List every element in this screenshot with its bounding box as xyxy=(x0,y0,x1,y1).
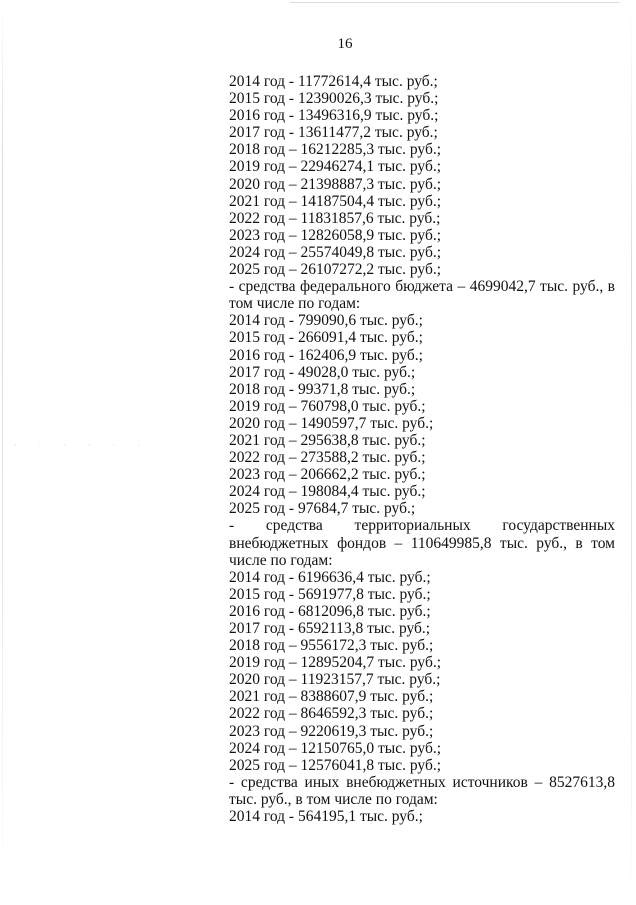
year-amount-line: 2018 год – 9556172,3 тыс. руб.; xyxy=(229,637,434,655)
year-amount-line: 2025 год – 12576041,8 тыс. руб.; xyxy=(229,756,442,774)
year-amount-line: 2025 год – 26107272,2 тыс. руб.; xyxy=(229,261,442,279)
page-number: 16 xyxy=(337,36,353,52)
year-amount-line: 2024 год – 25574049,8 тыс. руб.; xyxy=(229,243,442,261)
year-amount-line: 2022 год – 8646592,3 тыс. руб.; xyxy=(229,705,434,723)
year-amount-line: 2021 год – 8388607,9 тыс. руб.; xyxy=(229,688,434,706)
scan-artifact-right-edge xyxy=(631,0,632,905)
scan-artifact-top xyxy=(290,2,620,3)
scan-artifact-left-edge xyxy=(2,0,3,905)
year-amount-line: 2016 год - 6812096,8 тыс. руб.; xyxy=(229,602,431,620)
year-amount-line: 2014 год - 799090,6 тыс. руб.; xyxy=(229,312,423,330)
scan-artifact-dots: · · · · · · xyxy=(14,441,150,450)
year-amount-line: 2018 год – 16212285,3 тыс. руб.; xyxy=(229,141,442,159)
year-amount-line: 2024 год – 12150765,0 тыс. руб.; xyxy=(229,739,442,757)
year-amount-line: 2015 год - 5691977,8 тыс. руб.; xyxy=(229,585,431,603)
year-amount-line: 2020 год – 21398887,3 тыс. руб.; xyxy=(229,175,442,193)
funding-source-paragraph: - средства иных внебюджетных источников – 8527613,8 тыс. руб., в том числе по годам: xyxy=(229,773,615,808)
funding-source-paragraph: - средства федерального бюджета – 4699042,7 тыс. руб., в том числе по годам: xyxy=(229,278,615,313)
year-amount-line: 2021 год – 14187504,4 тыс. руб.; xyxy=(229,192,442,210)
document-body xyxy=(229,73,615,825)
year-amount-line: 2014 год - 564195,1 тыс. руб.; xyxy=(229,808,423,826)
year-amount-line: 2018 год - 99371,8 тыс. руб.; xyxy=(229,380,416,398)
year-amount-line: 2020 год – 1490597,7 тыс. руб.; xyxy=(229,414,434,432)
year-amount-line: 2023 год – 206662,2 тыс. руб.; xyxy=(229,466,426,484)
year-amount-line: 2025 год - 97684,7 тыс. руб.; xyxy=(229,500,416,518)
year-amount-line: 2020 год – 11923157,7 тыс. руб.; xyxy=(229,671,441,689)
funding-source-paragraph: - средства территориальных государственных внебюджетных фондов – 110649985,8 тыс. руб., в том числе по годам: xyxy=(229,517,615,569)
year-amount-line: 2014 год - 11772614,4 тыс. руб.; xyxy=(229,73,438,90)
year-amount-line: 2023 год – 12826058,9 тыс. руб.; xyxy=(229,226,442,244)
year-amount-line: 2014 год - 6196636,4 тыс. руб.; xyxy=(229,568,431,586)
year-amount-line: 2021 год – 295638,8 тыс. руб.; xyxy=(229,431,426,449)
year-amount-line: 2017 год - 49028,0 тыс. руб.; xyxy=(229,363,416,381)
year-amount-line: 2024 год – 198084,4 тыс. руб.; xyxy=(229,483,426,501)
year-amount-line: 2017 год - 13611477,2 тыс. руб.; xyxy=(229,124,438,142)
year-amount-line: 2019 год – 22946274,1 тыс. руб.; xyxy=(229,158,442,176)
year-amount-line: 2016 год - 13496316,9 тыс. руб.; xyxy=(229,107,439,125)
year-amount-line: 2015 год - 266091,4 тыс. руб.; xyxy=(229,329,423,347)
year-amount-line: 2016 год - 162406,9 тыс. руб.; xyxy=(229,346,423,364)
year-amount-line: 2019 год – 12895204,7 тыс. руб.; xyxy=(229,654,442,672)
year-amount-line: 2017 год - 6592113,8 тыс. руб.; xyxy=(229,620,431,637)
year-amount-line: 2015 год - 12390026,3 тыс. руб.; xyxy=(229,90,439,108)
year-amount-line: 2019 год – 760798,0 тыс. руб.; xyxy=(229,397,426,415)
year-amount-line: 2023 год – 9220619,3 тыс. руб.; xyxy=(229,722,434,740)
year-amount-line: 2022 год – 273588,2 тыс. руб.; xyxy=(229,449,426,467)
year-amount-line: 2022 год – 11831857,6 тыс. руб.; xyxy=(229,209,441,227)
